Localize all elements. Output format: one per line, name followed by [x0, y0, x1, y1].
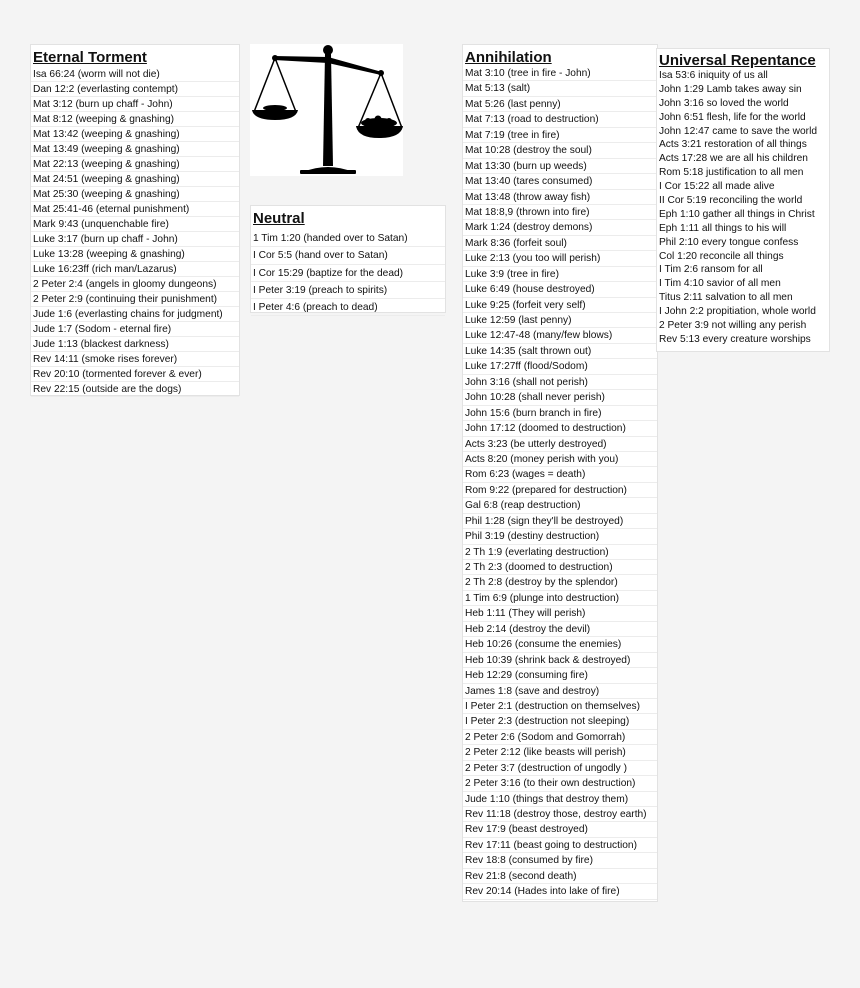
verse-item: 2 Peter 3:9 not willing any perish [659, 320, 807, 332]
verse-item: I Peter 4:6 (preach to dead) [251, 299, 445, 316]
verse-item: John 3:16 so loved the world [659, 97, 789, 109]
verse-item: Rev 22:15 (outside are the dogs) [31, 382, 239, 397]
verse-item: Col 1:20 reconcile all things [659, 250, 784, 262]
verse-item: I Cor 15:22 all made alive [659, 181, 775, 193]
verse-item: 1 Tim 6:9 (plunge into destruction) [463, 591, 657, 606]
verse-item: Dan 12:2 (everlasting contempt) [31, 82, 239, 97]
verse-item: Mat 13:30 (burn up weeds) [463, 159, 657, 174]
verse-item: Mat 8:12 (weeping & gnashing) [31, 112, 239, 127]
column-title: Annihilation [465, 49, 552, 66]
verse-item: Mat 18:8,9 (thrown into fire) [463, 205, 657, 220]
verse-item: Mat 7:13 (road to destruction) [463, 112, 657, 127]
verse-item: I John 2:2 propitiation, whole world [659, 306, 816, 318]
verse-item: Rev 20:14 (Hades into lake of fire) [463, 884, 657, 899]
verse-item: 2 Peter 2:4 (angels in gloomy dungeons) [31, 277, 239, 292]
verse-item: Gal 6:8 (reap destruction) [463, 498, 657, 513]
verse-item: Rev 14:11 (smoke rises forever) [31, 352, 239, 367]
verse-item: Mat 25:30 (weeping & gnashing) [31, 187, 239, 202]
verse-item: Mat 24:51 (weeping & gnashing) [31, 172, 239, 187]
verse-item: Titus 2:11 salvation to all men [659, 292, 793, 304]
verse-item: I Tim 2:6 ransom for all [659, 264, 763, 276]
verse-item: Mat 13:42 (weeping & gnashing) [31, 127, 239, 142]
verse-item: Mat 13:49 (weeping & gnashing) [31, 142, 239, 157]
verse-item: Rev 20:10 (tormented forever & ever) [31, 367, 239, 382]
verse-item: Heb 2:14 (destroy the devil) [463, 622, 657, 637]
verse-item: 2 Peter 3:16 (to their own destruction) [463, 776, 657, 791]
verse-item: Luke 17:27ff (flood/Sodom) [463, 359, 657, 374]
verse-item: Mark 9:43 (unquenchable fire) [31, 217, 239, 232]
verse-item: I Tim 4:10 savior of all men [659, 278, 781, 290]
verse-item: Heb 10:39 (shrink back & destroyed) [463, 653, 657, 668]
verse-item: Mat 3:10 (tree in fire - John) [463, 66, 657, 81]
verse-item: Mat 22:13 (weeping & gnashing) [31, 157, 239, 172]
verse-item: Luke 3:17 (burn up chaff - John) [31, 232, 239, 247]
verse-item: John 1:29 Lamb takes away sin [659, 83, 802, 95]
verse-item: Jude 1:7 (Sodom - eternal fire) [31, 322, 239, 337]
verse-item: Mat 13:40 (tares consumed) [463, 174, 657, 189]
verse-item: Luke 12:47-48 (many/few blows) [463, 328, 657, 343]
verse-item: Heb 1:11 (They will perish) [463, 606, 657, 621]
verse-item: Acts 3:23 (be utterly destroyed) [463, 437, 657, 452]
verse-item: Luke 16:23ff (rich man/Lazarus) [31, 262, 239, 277]
verse-item: 2 Peter 2:12 (like beasts will perish) [463, 745, 657, 760]
verse-item: 2 Peter 2:9 (continuing their punishment) [31, 292, 239, 307]
verse-item: I Peter 3:19 (preach to spirits) [251, 282, 445, 299]
verse-item: Rom 6:23 (wages = death) [463, 467, 657, 482]
verse-item: Rev 18:8 (consumed by fire) [463, 853, 657, 868]
verse-item: 2 Peter 3:7 (destruction of ungodly ) [463, 761, 657, 776]
verse-item: 2 Th 1:9 (everlating destruction) [463, 545, 657, 560]
verse-item: Isa 66:24 (worm will not die) [31, 67, 239, 82]
verse-item: Rev 11:18 (destroy those, destroy earth) [463, 807, 657, 822]
verse-item: Mark 1:24 (destroy demons) [463, 220, 657, 235]
verse-item: John 17:12 (doomed to destruction) [463, 421, 657, 436]
column-title: Neutral [253, 210, 305, 227]
verse-item: Luke 9:25 (forfeit very self) [463, 298, 657, 313]
verse-item: 1 Tim 1:20 (handed over to Satan) [251, 230, 445, 247]
verse-item: Rom 5:18 justification to all men [659, 167, 804, 179]
verse-item: Mat 7:19 (tree in fire) [463, 128, 657, 143]
verse-item: Luke 13:28 (weeping & gnashing) [31, 247, 239, 262]
verse-item: Mat 25:41-46 (eternal punishment) [31, 202, 239, 217]
column-title: Eternal Torment [33, 49, 147, 66]
verse-item: Isa 53:6 iniquity of us all [659, 70, 768, 81]
verse-item: I Cor 5:5 (hand over to Satan) [251, 247, 445, 264]
verse-item: Jude 1:13 (blackest darkness) [31, 337, 239, 352]
verse-item: Mat 10:28 (destroy the soul) [463, 143, 657, 158]
verse-item: II Cor 5:19 reconciling the world [659, 195, 803, 207]
verse-item: Mat 5:26 (last penny) [463, 97, 657, 112]
verse-item: James 1:8 (save and destroy) [463, 684, 657, 699]
verse-item: Phil 2:10 every tongue confess [659, 236, 799, 248]
verse-item: Rev 5:13 every creature worships [659, 333, 811, 345]
verse-item: I Peter 2:1 (destruction on themselves) [463, 699, 657, 714]
verse-item: Heb 10:26 (consume the enemies) [463, 637, 657, 652]
verse-item: Acts 3:21 restoration of all things [659, 139, 807, 151]
verse-item: Mat 3:12 (burn up chaff - John) [31, 97, 239, 112]
universal-repentance-column [656, 48, 830, 352]
verse-item: Mark 8:36 (forfeit soul) [463, 236, 657, 251]
verse-item: 2 Th 2:3 (doomed to destruction) [463, 560, 657, 575]
neutral-column [250, 205, 446, 313]
verse-list [463, 66, 657, 900]
balance-scale-icon [250, 44, 403, 176]
verse-item: Eph 1:11 all things to his will [659, 222, 787, 234]
verse-item: John 10:28 (shall never perish) [463, 390, 657, 405]
verse-item: Acts 8:20 (money perish with you) [463, 452, 657, 467]
verse-item: John 6:51 flesh, life for the world [659, 111, 806, 123]
verse-item: Mat 13:48 (throw away fish) [463, 190, 657, 205]
verse-item: Phil 3:19 (destiny destruction) [463, 529, 657, 544]
verse-item: 2 Th 2:8 (destroy by the splendor) [463, 575, 657, 590]
verse-list [251, 230, 445, 316]
verse-item: Luke 3:9 (tree in fire) [463, 267, 657, 282]
verse-item: Luke 6:49 (house destroyed) [463, 282, 657, 297]
verse-list [31, 67, 239, 397]
verse-item: Luke 2:13 (you too will perish) [463, 251, 657, 266]
verse-item: Acts 17:28 we are all his children [659, 153, 808, 165]
column-title: Universal Repentance [659, 52, 816, 69]
verse-item: Rev 17:9 (beast destroyed) [463, 822, 657, 837]
verse-item: John 3:16 (shall not perish) [463, 375, 657, 390]
verse-item: Mat 5:13 (salt) [463, 81, 657, 96]
verse-item: I Peter 2:3 (destruction not sleeping) [463, 714, 657, 729]
annihilation-column [462, 44, 658, 902]
verse-item: John 15:6 (burn branch in fire) [463, 406, 657, 421]
verse-item: Luke 14:35 (salt thrown out) [463, 344, 657, 359]
verse-item: Heb 12:29 (consuming fire) [463, 668, 657, 683]
verse-item: John 12:47 came to save the world [659, 125, 818, 137]
verse-item: Jude 1:6 (everlasting chains for judgment) [31, 307, 239, 322]
verse-item: Luke 12:59 (last penny) [463, 313, 657, 328]
eternal-torment-column [30, 44, 240, 396]
verse-item: Jude 1:10 (things that destroy them) [463, 792, 657, 807]
verse-item: Phil 1:28 (sign they'll be destroyed) [463, 514, 657, 529]
verse-list [657, 69, 829, 347]
verse-item: Eph 1:10 gather all things in Christ [659, 208, 815, 220]
verse-item: Rom 9:22 (prepared for destruction) [463, 483, 657, 498]
verse-item: Rev 17:11 (beast going to destruction) [463, 838, 657, 853]
verse-item: Rev 21:8 (second death) [463, 869, 657, 884]
verse-item: 2 Peter 2:6 (Sodom and Gomorrah) [463, 730, 657, 745]
verse-item: I Cor 15:29 (baptize for the dead) [251, 265, 445, 282]
